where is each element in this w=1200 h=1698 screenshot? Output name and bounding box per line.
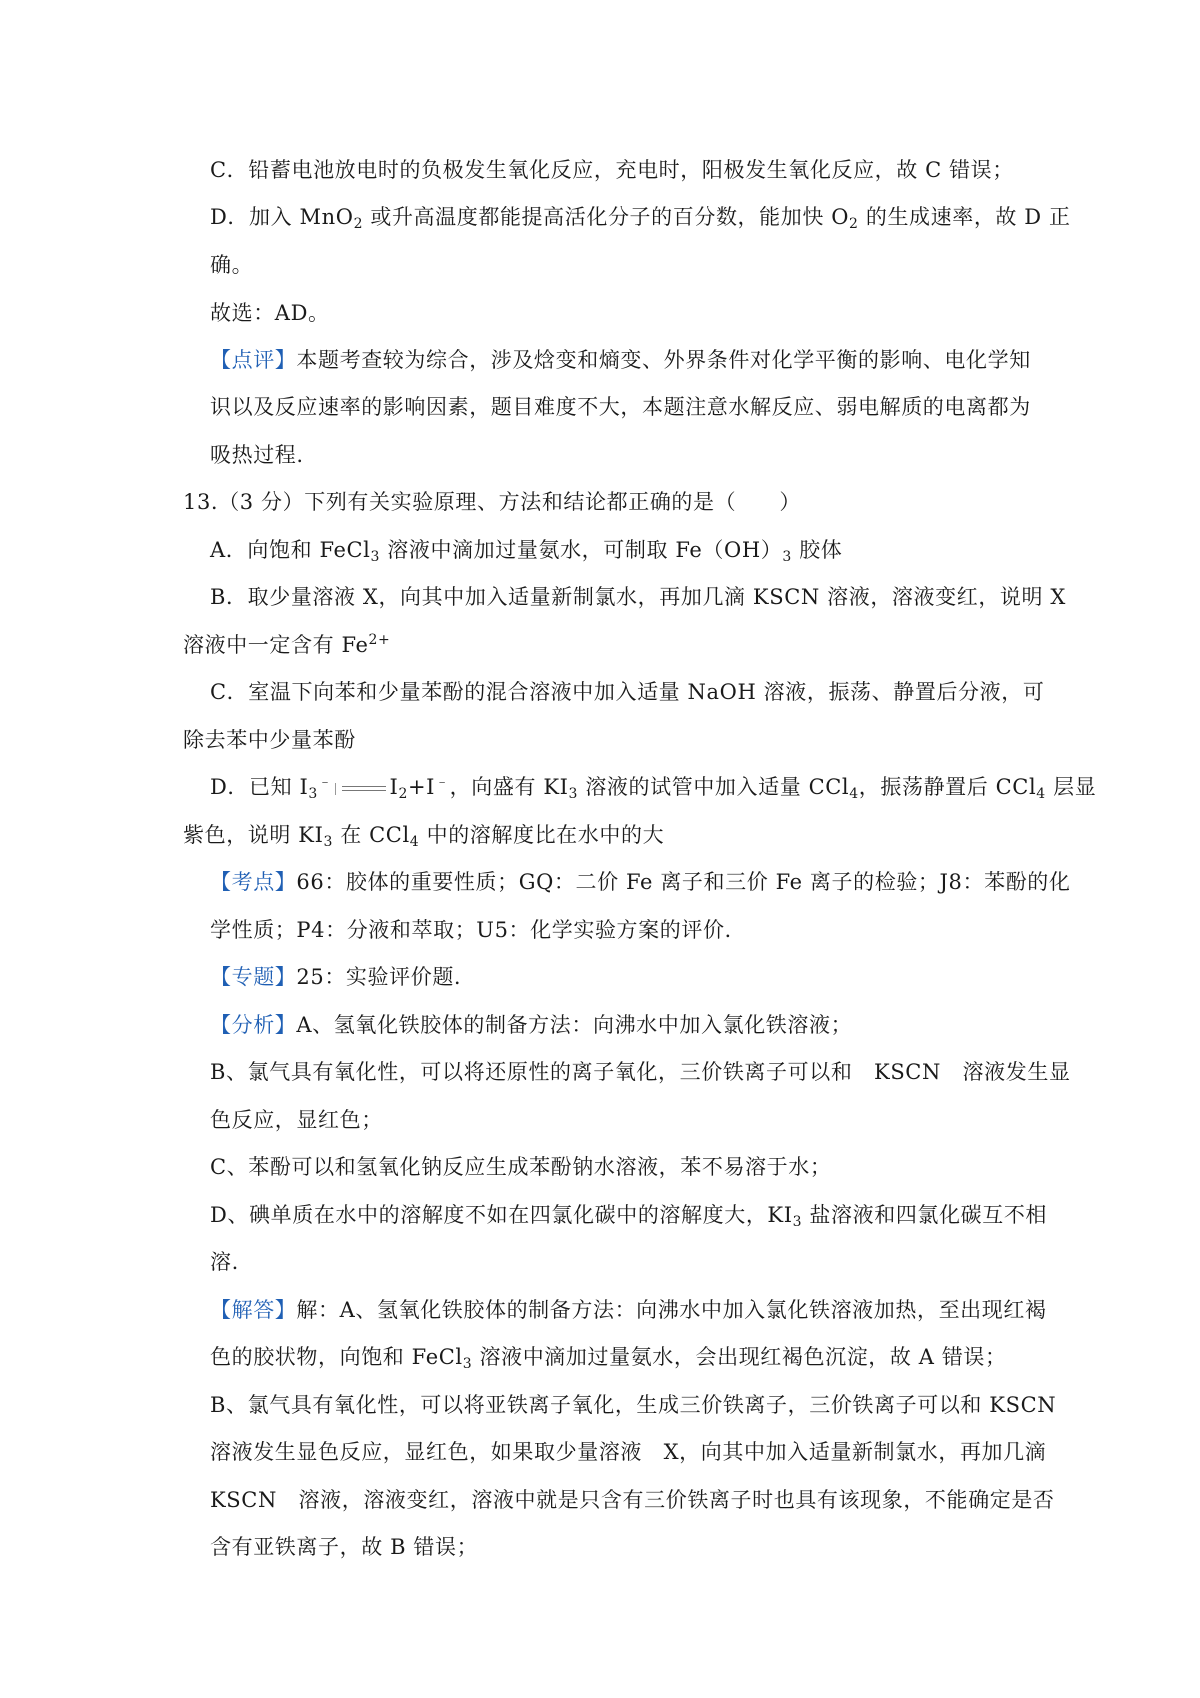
text-run: 确。 — [210, 253, 254, 277]
subscript: 2 — [849, 216, 859, 232]
text-run: 溶液中滴加过量氨水，可制取 Fe（OH） — [380, 538, 783, 562]
subscript: 3 — [323, 834, 333, 850]
solution-section — [210, 1295, 1047, 1325]
subscript: 4 — [409, 834, 420, 850]
text-run: 或升高温度都能提高活化分子的百分数，能加快 O — [363, 205, 850, 229]
text-run: 胶体 — [791, 538, 843, 562]
analysis-d — [210, 1200, 1047, 1230]
option-c — [210, 677, 1044, 707]
text-run: D、碘单质在水中的溶解度不如在四氯化碳中的溶解度大，KI — [210, 1203, 793, 1227]
answer-choice — [210, 298, 330, 328]
equilibrium-tick — [335, 783, 336, 795]
subscript: 3 — [782, 549, 792, 565]
text-run: 的生成速率，故 D 正 — [858, 205, 1071, 229]
text-run: 层显 — [1045, 775, 1097, 799]
option-a — [210, 535, 842, 565]
subscript: 2 — [353, 216, 364, 232]
subscript: 3 — [462, 1356, 473, 1372]
section-tag-knowledge: 【考点】 — [210, 870, 297, 894]
text-run: 解：A、氢氧化铁胶体的制备方法：向沸水中加入氯化铁溶液加热，至出现红褐 — [296, 1298, 1047, 1322]
text-run: 吸热过程. — [210, 443, 304, 467]
solution-b — [210, 1390, 1056, 1420]
superscript: 2+ — [368, 632, 391, 648]
subscript: 3 — [370, 549, 380, 565]
analysis-d-continuation — [210, 1247, 239, 1277]
text-run: 溶. — [210, 1250, 239, 1274]
section-tag-solution: 【解答】 — [210, 1298, 297, 1322]
section-tag-comment: 【点评】 — [210, 348, 297, 372]
superscript: ﹣ — [435, 774, 450, 790]
comment-line-3 — [210, 440, 304, 470]
analysis-section — [210, 1010, 852, 1040]
superscript: ﹣ — [317, 774, 333, 790]
option-b — [210, 582, 1066, 612]
topic-section — [210, 962, 461, 992]
text-run: KSCN 溶液，溶液变红，溶液中就是只含有三价铁离子时也具有该现象，不能确定是否 — [210, 1488, 1055, 1512]
text-run: 除去苯中少量苯酚 — [183, 728, 356, 752]
comment-section — [210, 345, 1031, 375]
text-run: 溶液的试管中加入适量 CCl — [578, 775, 850, 799]
text-run: I — [389, 775, 399, 799]
solution-b-line-4 — [210, 1532, 478, 1562]
text-run: 66：胶体的重要性质；GQ：二价 Fe 离子和三价 Fe 离子的检验；J8：苯酚的化 — [296, 870, 1071, 894]
text-run: 识以及反应速率的影响因素，题目难度不大，本题注意水解反应、弱电解质的电离都为 — [210, 395, 1031, 419]
option-d — [210, 772, 1096, 802]
text-run: 色反应，显红色； — [210, 1108, 383, 1132]
text-run: 盐溶液和四氯化碳互不相 — [802, 1203, 1048, 1227]
subscript: 3 — [308, 786, 318, 802]
solution-b-line-2 — [210, 1437, 1046, 1467]
section-tag-analysis: 【分析】 — [210, 1013, 297, 1037]
knowledge-point-section — [210, 867, 1071, 897]
option-b-continuation — [183, 630, 390, 660]
text-run: 中的溶解度比在水中的大 — [419, 823, 665, 847]
solution-b-line-3 — [210, 1485, 1055, 1515]
analysis-b — [210, 1057, 1071, 1087]
text-run: B．取少量溶液 X，向其中加入适量新制氯水，再加几滴 KSCN 溶液，溶液变红，说明 X — [210, 585, 1066, 609]
subscript: 3 — [568, 786, 579, 802]
equilibrium-arrow-icon — [340, 785, 388, 793]
text-run: ，向盛有 KI — [449, 775, 569, 799]
text-run: 溶液中滴加过量氨水，会出现红褐色沉淀，故 A 错误； — [472, 1345, 1007, 1369]
text-run: D．加入 MnO — [210, 205, 354, 229]
text-run: 学性质；P4：分液和萃取；U5：化学实验方案的评价. — [210, 918, 732, 942]
text-run: 溶液中一定含有 Fe — [183, 633, 369, 657]
text-run: +I — [407, 775, 436, 799]
comment-line-2 — [210, 392, 1031, 422]
option-d-mno2 — [210, 202, 1071, 232]
text-run: 故选：AD。 — [210, 301, 330, 325]
option-d-continuation — [183, 820, 664, 850]
text-run: C．铅蓄电池放电时的负极发生氧化反应，充电时，阳极发生氧化反应，故 C 错误； — [210, 158, 1014, 182]
text-run: 在 CCl — [332, 823, 410, 847]
section-tag-topic: 【专题】 — [210, 965, 297, 989]
subscript: 3 — [792, 1214, 803, 1230]
text-run: 紫色，说明 KI — [183, 823, 324, 847]
option-d-continuation — [210, 250, 253, 280]
text-run: A、氢氧化铁胶体的制备方法：向沸水中加入氯化铁溶液； — [296, 1013, 853, 1037]
text-run: 13.（3 分）下列有关实验原理、方法和结论都正确的是（ ） — [183, 490, 802, 514]
analysis-c — [210, 1152, 831, 1182]
analysis-b-continuation — [210, 1105, 383, 1135]
question-13-stem — [183, 487, 801, 517]
text-run: B、氯气具有氧化性，可以将亚铁离子氧化，生成三价铁离子，三价铁离子可以和 KSCN — [210, 1393, 1057, 1417]
text-run: C、苯酚可以和氢氧化钠反应生成苯酚钠水溶液，苯不易溶于水； — [210, 1155, 832, 1179]
text-run: 色的胶状物，向饱和 FeCl — [210, 1345, 463, 1369]
solution-a-continuation — [210, 1342, 1007, 1372]
text-run: A．向饱和 FeCl — [210, 538, 371, 562]
subscript: 4 — [849, 786, 859, 802]
text-run: 溶液发生显色反应，显红色，如果取少量溶液 X，向其中加入适量新制氯水，再加几滴 — [210, 1440, 1047, 1464]
subscript: 4 — [1036, 786, 1046, 802]
text-run: ，振荡静置后 CCl — [858, 775, 1037, 799]
text-run: 含有亚铁离子，故 B 错误； — [210, 1535, 479, 1559]
text-run: D．已知 I — [210, 775, 309, 799]
text-run: C．室温下向苯和少量苯酚的混合溶液中加入适量 NaOH 溶液，振荡、静置后分液，可 — [210, 680, 1045, 704]
text-run: 本题考查较为综合，涉及焓变和熵变、外界条件对化学平衡的影响、电化学知 — [296, 348, 1031, 372]
text-run: B、氯气具有氧化性，可以将还原性的离子氧化，三价铁离子可以和 KSCN 溶液发生显 — [210, 1060, 1071, 1084]
knowledge-point-line-2 — [210, 915, 732, 945]
option-c-lead-battery — [210, 155, 1014, 185]
option-c-continuation — [183, 725, 356, 755]
subscript: 2 — [398, 786, 408, 802]
text-run: 25：实验评价题. — [296, 965, 462, 989]
